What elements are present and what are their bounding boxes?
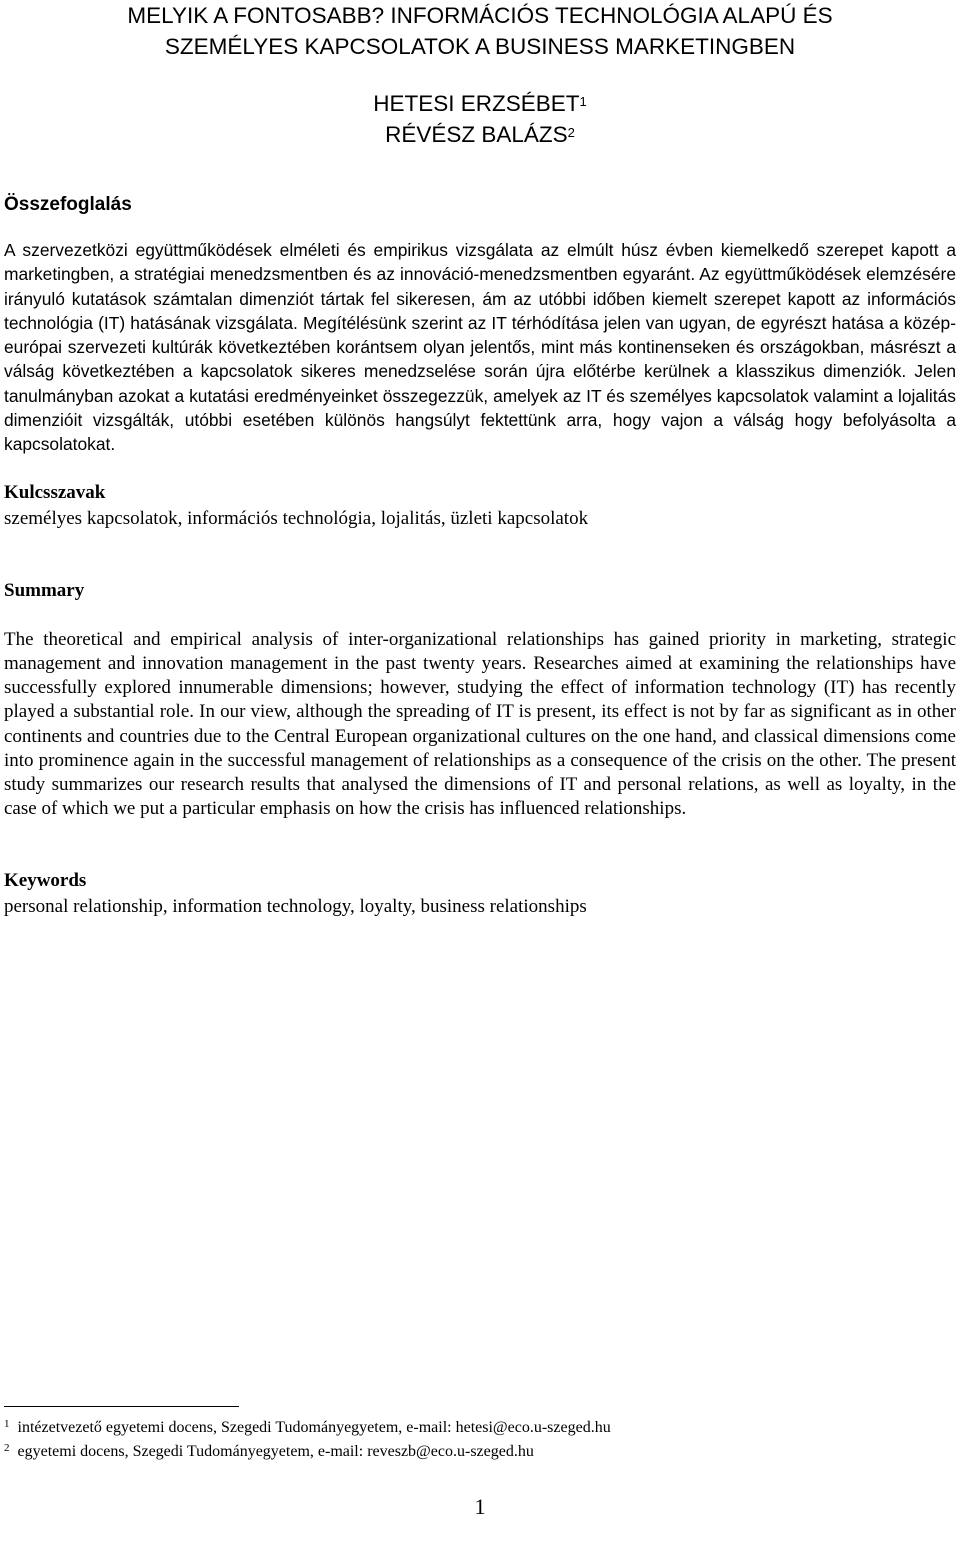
abstract-heading: Összefoglalás [4, 194, 132, 215]
page-number: 1 [474, 1494, 486, 1519]
footnote-marker: 1 [4, 1418, 10, 1430]
footnote-2 [4, 1440, 956, 1464]
footnotes [4, 1416, 956, 1464]
keywords-heading: Keywords [4, 870, 87, 891]
abstract-text: A szervezetközi együttműködések elméleti és empirikus vizsgálata az elmúlt húsz évben kiemelkedő szerepet kapott a marketingben, a stratégiai menedzsmentben és az innováció-menedzsmentben egyaránt. Az együttműködések elemzésére irányuló kutatások számtalan dimenziót tártak fel sikeresen, ám az utóbbi időben kiemelt szerepet kapott az információs technológia (IT) hatásának vizsgálata. Megítélésünk szerint az IT térhódítása jelen van ugyan, de egyrészt hatása a közép-európai szervezeti kultúrák következtében korántsem olyan jelentős, mint más kontinenseken és országokban, másrészt a válság következtében a kapcsolatok sikeres menedzselése során újra előtérbe kerülnek a klasszikus dimenziók. Jelen tanulmányban azokat a kutatási eredményeinket összegezzük, amelyek az IT és személyes kapcsolatok valamint a lojalitás dimenzióit vizsgálták, utóbbi esetében különös hangsúlyt fektettünk arra, hogy vajon a válság hogy befolyásolta a kapcsolatokat. [4, 240, 956, 455]
paper-title-line-2: SZEMÉLYES KAPCSOLATOK A BUSINESS MARKETINGBEN [164, 34, 796, 59]
summary-heading: Summary [4, 580, 85, 601]
footnote-marker: 2 [567, 125, 575, 140]
author-list [0, 88, 960, 150]
footnote-text: intézetvezető egyetemi docens, Szegedi Tudományegyetem, e-mail: hetesi@eco.u-szeged.hu [17, 1419, 611, 1436]
summary-text: The theoretical and empirical analysis of inter-organizational relationships has gained priority in marketing, strategic management and innovation management in the past twenty years. Researches aimed at examining the relationships have successfully explored innumerable dimensions; however, studying the effect of information technology (IT) has recently played a substantial role. In our view, although the spreading of IT is present, its effect is not by far as significant as in other continents and countries due to the Central European organizational cultures on the one hand, and classical dimensions come into prominence again in the successful management of relationships as a consequence of the crisis on the other. The present study summarizes our research results that analysed the dimensions of IT and personal relations, as well as loyalty, in the case of which we put a particular emphasis on how the crisis has influenced relationships. [4, 629, 956, 820]
author-2 [0, 119, 960, 150]
paper-title [0, 0, 960, 62]
author-1 [0, 88, 960, 119]
keywords-text: personal relationship, information technology, loyalty, business relationships [4, 896, 587, 917]
kulcsszavak-heading: Kulcsszavak [4, 482, 106, 503]
footnote-marker: 1 [579, 94, 587, 109]
footnote-separator [4, 1406, 239, 1407]
author-name: HETESI ERZSÉBET [373, 91, 580, 116]
paper-title-line-1: MELYIK A FONTOSABB? INFORMÁCIÓS TECHNOLÓGIA ALAPÚ ÉS [127, 3, 833, 28]
footnote-text: egyetemi docens, Szegedi Tudományegyetem, e-mail: reveszb@eco.u-szeged.hu [17, 1443, 534, 1460]
author-name: RÉVÉSZ BALÁZS [385, 122, 568, 147]
kulcsszavak-text: személyes kapcsolatok, információs technológia, lojalitás, üzleti kapcsolatok [4, 508, 589, 529]
footnote-marker: 2 [4, 1442, 10, 1454]
footnote-1 [4, 1416, 956, 1440]
